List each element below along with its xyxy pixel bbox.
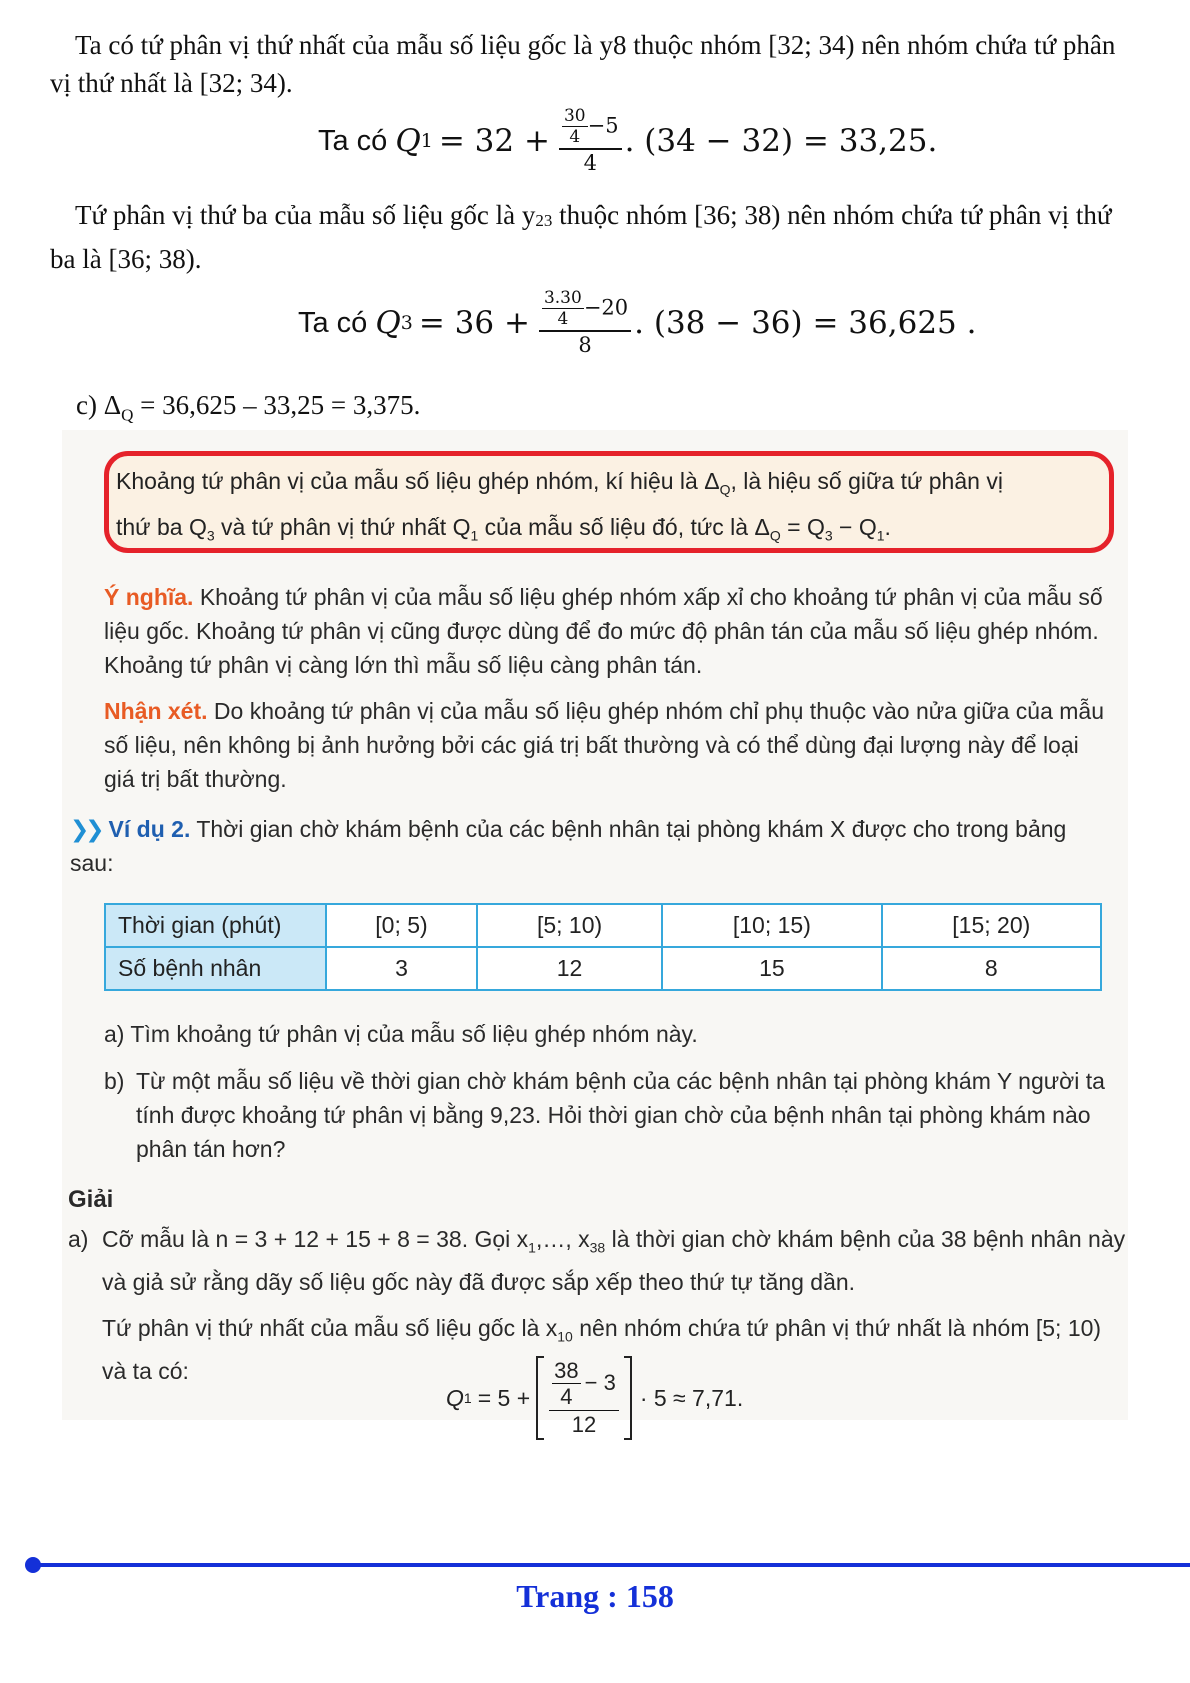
definition-text: Khoảng tứ phân vị của mẫu số liệu ghép nhóm, kí hiệu là $\Delta_Q$, là hiệu số giữa tứ phân vị thứ ba $Q_3$ và tứ phân vị thứ nhất $Q_1$ của mẫu số liệu đó, tức là $\Delta_Q = Q_3 - Q_1$. xyxy=(116,468,1003,544)
formula-prefix: Ta có xyxy=(318,124,388,157)
table-cell: 15 xyxy=(662,947,881,990)
footer-rule xyxy=(36,1563,1190,1567)
formula-q1-example: Q 1 = 5 + $\frac{38}{4}$ − 3 12 · 5 ≈ 7,71. xyxy=(446,1356,743,1440)
question-b: b) Từ một mẫu số liệu về thời gian chờ khám bệnh của các bệnh nhân tại phòng khám Y người ta tính được khoảng tứ phân vị bằng 9,23. Hỏi thời gian chờ của bệnh nhân tại phòng khám nào phân tán hơn? xyxy=(104,1068,1105,1162)
formula-fraction: $\frac{3.30}{4}$ −20 8 xyxy=(539,290,631,356)
formula-prefix: Ta có xyxy=(298,306,368,339)
table-cell: [0; 5) xyxy=(326,904,477,947)
formula-tail: . (34 − 32) = 33,25. xyxy=(624,123,938,159)
formula-var: Q xyxy=(375,305,401,341)
formula-eq: = 36 + xyxy=(418,305,530,341)
formula-eq: = 32 + xyxy=(438,123,550,159)
table-cell: Thời gian (phút) xyxy=(105,904,326,947)
paragraph-q3-group: Tứ phân vị thứ ba của mẫu số liệu gốc là $y_{23}$ thuộc nhóm [36; 38) nên nhóm chứa tứ phân vị thứ ba là [36; 38). xyxy=(50,200,1112,274)
meaning-paragraph: Ý nghĩa. Khoảng tứ phân vị của mẫu số liệu ghép nhóm xấp xỉ cho khoảng tứ phân vị của mẫu số liệu gốc. Khoảng tứ phân vị cũng được dùng để đo mức độ phân tán của mẫu số liệu ghép nhóm. Khoảng tứ phân vị càng lớn thì mẫu số liệu càng phân tán. xyxy=(104,584,1103,678)
solution-q1-text: Tứ phân vị thứ nhất của mẫu số liệu gốc là $x_{10}$ nên nhóm chứa tứ phân vị thứ nhất là nhóm [5; 10) và ta có: xyxy=(102,1315,1102,1384)
table-cell: Số bệnh nhân xyxy=(105,947,326,990)
table-cell: [15; 20) xyxy=(882,904,1101,947)
formula-q3 xyxy=(298,290,976,356)
double-chevron-icon: ❯❯ xyxy=(70,816,101,842)
remark-paragraph: Nhận xét. Do khoảng tứ phân vị của mẫu số liệu ghép nhóm chỉ phụ thuộc vào nửa giữa của mẫu số liệu, nên không bị ảnh hưởng bởi các giá trị bất thường và có thể dùng đại lượng này để loại giá trị bất thường. xyxy=(104,698,1105,792)
waiting-time-table xyxy=(104,903,1102,991)
formula-var: Q xyxy=(395,123,421,159)
table-cell: 3 xyxy=(326,947,477,990)
formula-tail: . (38 − 36) = 36,625 . xyxy=(634,305,977,341)
solution-a: a) Cỡ mẫu là n = 3 + 12 + 15 + 8 = 38. Gọi $x_1,\dots$, $x_{38}$ là thời gian chờ khám bệnh của 38 bệnh nhân này và giả sử rằng dãy số liệu gốc này đã được sắp xếp theo thứ tự tăng dần. xyxy=(68,1226,1126,1295)
example-heading: ❯❯ Ví dụ 2. Thời gian chờ khám bệnh của các bệnh nhân tại phòng khám X được cho trong bảng sau: xyxy=(70,816,1067,876)
page-number: Trang : 158 xyxy=(516,1578,674,1614)
table-cell: 12 xyxy=(477,947,662,990)
delta-q-result: c) $\Delta_Q = 36,625 - 33,25 = 3,375$. xyxy=(76,390,421,425)
question-a: a) Tìm khoảng tứ phân vị của mẫu số liệu ghép nhóm này. xyxy=(104,1021,698,1047)
table-cell: [5; 10) xyxy=(477,904,662,947)
table-row xyxy=(105,947,1101,990)
table-cell: [10; 15) xyxy=(662,904,881,947)
formula-q1 xyxy=(318,108,937,174)
paragraph-q1-group: Ta có tứ phân vị thứ nhất của mẫu số liệu gốc là y8 thuộc nhóm [32; 34) nên nhóm chứa tứ phân vị thứ nhất là [32; 34). xyxy=(50,30,1116,98)
formula-sub: 3 xyxy=(400,312,413,334)
bracket-group: $\frac{38}{4}$ − 3 12 xyxy=(536,1356,632,1440)
formula-sub: 1 xyxy=(420,130,433,152)
table-row xyxy=(105,904,1101,947)
formula-fraction: $\frac{30}{4}$ −5 4 xyxy=(559,108,622,174)
solution-title: Giải xyxy=(68,1186,114,1213)
table-cell: 8 xyxy=(882,947,1101,990)
